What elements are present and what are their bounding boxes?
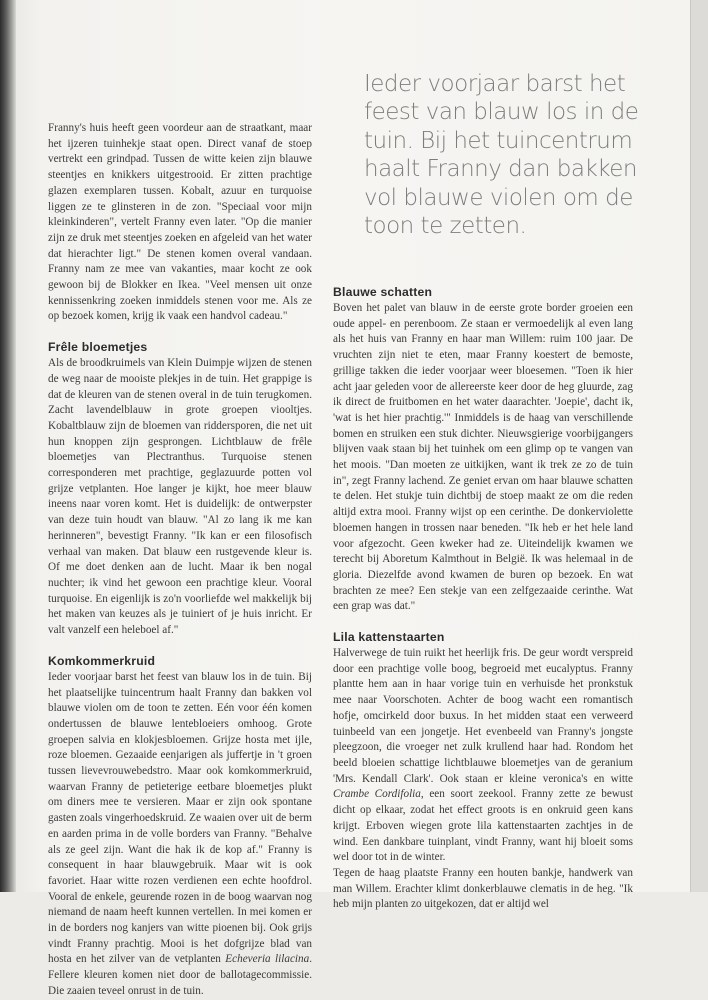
pull-quote: Ieder voorjaar barst het feest van blauw los in de tuin. Bij het tuincentrum haalt Franny dan bakken vol blauwe violen om de toon te zetten. [364, 71, 639, 240]
heading-frele-bloemetjes: Frêle bloemetjes [48, 340, 148, 355]
plant-name-italic: Crambe Cordifolia [333, 788, 421, 801]
text-span: Halverwege de tuin ruikt het heerlijk fris. De geur wordt verspreid door een prachtige volle boog, begroeid met eucalyptus. Franny plantte hem aan in haar vorige tuin en verhuisde het pronkstuk mee naar Voorschoten. Achter de boog wacht een romantisch hofje, omcirkeld door buxus. In het midden staat een verweerd tuinbeeld van een jongetje. Het evenbeeld van Franny's jongste pleegzoon, die vroeger net zulk krullend haar had. Rondom het beeld bloeien schattige lichtblauwe bloemetjes van de geranium 'Mrs. Kendall Clark'. Ook staan er kleine veronica's en witte [333, 647, 633, 785]
paragraph-bankje: Tegen de haag plaatste Franny een houten bankje, handwerk van man Willem. Erachter klimt donkerblauwe clematis in de heg. "Ik heb mijn planten zo uitgekozen, dat er altijd wel [333, 866, 633, 911]
right-column [333, 284, 633, 913]
paragraph-frele-bloemetjes: Als de broodkruimels van Klein Duimpje wijzen de stenen de weg naar de mooiste plekjes in de tuin. Het grappige is dat de kleuren van de stenen overal in de tuin terugkomen. Zacht lavendelblauw in grote groepen viooltjes. Kobaltblauw zijn de bloemen van riddersporen, die net uit hun knoppen zijn gesprongen. Lichtblauw de frêle bloemetjes van Plectranthus. Turquoise stenen corresponderen met prachtige, geglazuurde potten vol grijze vetplanten. Hoe langer je kijkt, hoe meer blauw ineens naar voren komt. Het is duidelijk: de ontwerpster van deze tuin houdt van blauw. "Al zo lang ik me kan herinneren", bevestigt Franny. "Ik kan er een filosofisch verhaal van maken. Dat blauw een rustgevende kleur is. Of me doet denken aan de lucht. Maar ik ben nogal nuchter; ik vind het gewoon een prachtige kleur. Vooral turquoise. En eigenlijk is zo'n voorliefde wel makkelijk bij het maken van keuzes als je tuiniert of je huis inricht. Er valt vanzelf een heleboel af." [48, 357, 312, 637]
paragraph-lila-kattenstaarten [333, 646, 633, 866]
binding-shadow [0, 0, 16, 892]
heading-lila-kattenstaarten: Lila kattenstaarten [333, 630, 445, 645]
paragraph-blauwe-schatten: Boven het palet van blauw in de eerste grote border groeien een oude appel- en perenboom. Ze staan er vermoedelijk al even lang als het huis van Franny en haar man Willem: ruim 100 jaar. De vruchten zijn niet te eten, maar Franny koestert de bemoste, grillige takken die ieder voorjaar weer bloesemen. "Toen ik hier acht jaar geleden voor de allereerste keer door de heg gluurde, zag ik direct de fruitbomen en het water daarachter. 'Joepie', dacht ik, 'wat is het hier prachtig.'" Inmiddels is de haag van verschillende bomen en struiken een stuk dichter. Nieuwsgierige voorbijgangers blijven vaak staan bij het tuinhek om een glimp op te vangen van het moois. "Dan moeten ze uitkijken, want ik trek ze zo de tuin in", zegt Franny lachend. Ze geniet ervan om haar blauwe schatten te delen. Het stukje tuin dichtbij de stoep maakt ze om die reden altijd extra mooi. Franny wijst op een cerinthe. De donkerviolette bloemen hangen in trossen naar beneden. "Ik heb er het hele land voor afgezocht. Geen kweker had ze. Uiteindelijk kwamen we terecht bij Aboretum Kalmthout in België. Ik was helemaal in de gloria. Diezelfde avond kwamen de buren op bezoek. En wat brachten ze mee? Een stekje van een zelfgezaaide cerinthe. Wat een grap was dat." [333, 302, 633, 613]
paragraph-komkommerkruid [48, 670, 312, 1000]
plant-name-italic: Echeveria lilacina [225, 953, 310, 966]
left-column [48, 121, 312, 1000]
heading-komkommerkruid: Komkommerkruid [48, 653, 156, 668]
text-span: , een soort zeekool. Franny zette ze bewust dicht op elkaar, zodat het effect groots is en onkruid geen kans krijgt. Erboven wiegen grote lila kattenstaarten zachtjes in de wind. Een dankbare tuinplant, vindt Franny, want hij bloeit soms wel door tot in de winter. [333, 788, 633, 864]
text-span: . Fellere kleuren komen niet door de ballotagecommissie. Die zaaien teveel onrust in de tuin. [48, 953, 312, 997]
heading-blauwe-schatten: Blauwe schatten [333, 285, 433, 299]
intro-paragraph: Franny's huis heeft geen voordeur aan de straatkant, maar het ijzeren tuinhekje staat open. Direct vanaf de stoep vertrekt een grindpad. Tussen de witte keien zijn blauwe steentjes en knikkers uitgestrooid. Er zitten prachtige glazen exemplaren tussen. Kobalt, azuur en turquoise liggen ze te glinsteren in de zon. "Speciaal voor mijn kleinkinderen", vertelt Franny even later. "Op die manier zijn ze druk met steentjes zoeken en afgeleid van het water dat hierachter ligt." De stenen komen overal vandaan. Franny nam ze mee van vakanties, maar kocht ze ook gewoon bij de Blokker en Ikea. "Veel mensen uit onze kennissenkring zoeken inmiddels stenen voor me. Als ze op bezoek komen, krijg ik vaak een handvol cadeau." [48, 122, 312, 323]
page-edge [690, 0, 708, 892]
text-span: Ieder voorjaar barst het feest van blauw los in de tuin. Bij het plaatselijke tuincentrum haalt Franny dan bakken vol blauwe violen om de toon te zetten. Eén voor één komen ondertussen de blauwe lentebloeiers omhoog. Grote groepen salvia en klokjesbloemen. Grijze hosta met ijle, roze bloemen. Gezaaide eenjarigen als juffertje in 't groen tussen lievevrouwebedstro. Maar ook komkommerkruid, waarvan Franny de petieterige eetbare bloemetjes plukt om diners mee te versieren. Maar er zijn ook spontane gasten zoals vingerhoedskruid. Ze waaien over uit de berm en aarden prima in de volle borders van Franny. "Behalve als ze geel zijn. Want die hak ik de kop af." Franny is consequent in haar blauwgebruik. Maar wit is ook favoriet. Haar witte rozen verdienen een echte hoofdrol. Vooral de enkele, geurende rozen in de boog waarvan nog niemand de naam heeft kunnen vertellen. In mei komen er in de borders nog kanjers van witte pioenen bij. Ook grijs vindt Franny prachtig. Mooi is het dofgrijze blad van hosta en het zilver van de vetplanten [48, 670, 312, 966]
